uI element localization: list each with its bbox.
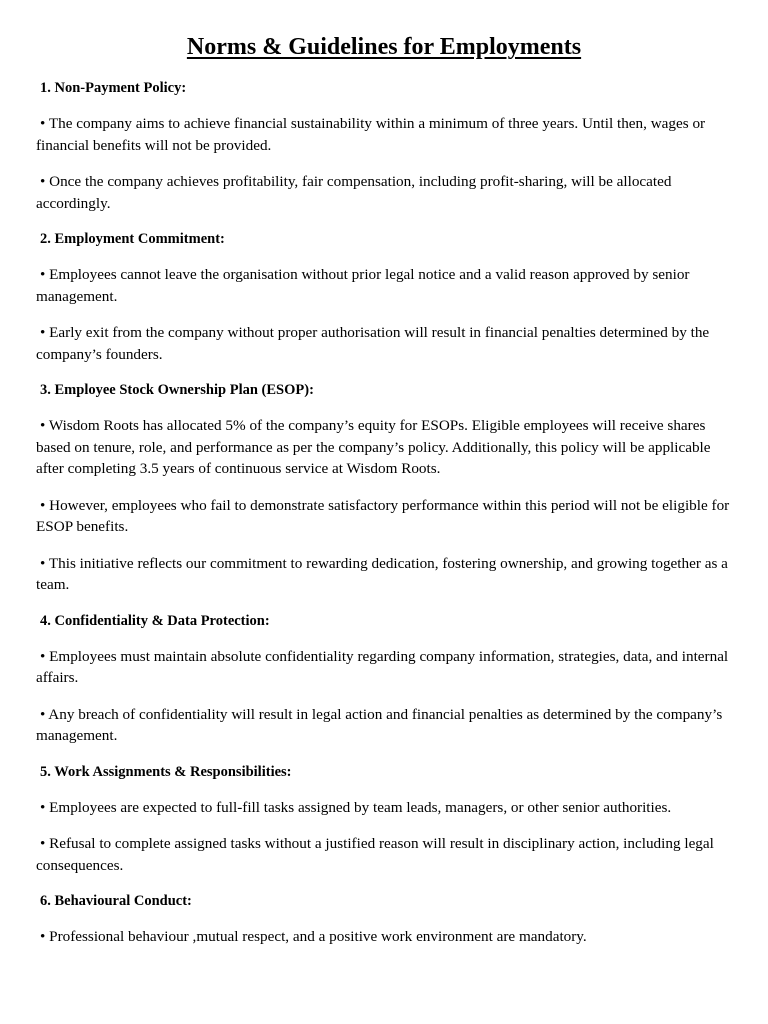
bullet-text: Employees cannot leave the organisation without prior legal notice and a valid reason approved by senior management. xyxy=(36,266,690,305)
section-confidentiality xyxy=(36,611,736,747)
bullet-glyph: • xyxy=(40,173,46,190)
section-heading: 4. Confidentiality & Data Protection: xyxy=(40,612,270,629)
document-title: Norms & Guidelines for Employments xyxy=(186,34,582,60)
bullet-glyph: • xyxy=(40,928,46,945)
bullet-item xyxy=(36,553,736,596)
bullet-item xyxy=(36,704,736,747)
bullet-text: This initiative reflects our commitment to rewarding dedication, fostering ownership, and growing together as a team. xyxy=(36,554,728,593)
bullet-glyph: • xyxy=(40,705,46,723)
bullet-item xyxy=(36,113,736,156)
bullet-glyph: • xyxy=(40,324,46,341)
bullet-text: Employees are expected to full-fill tasks assigned by team leads, managers, or other senior authorities. xyxy=(49,798,672,816)
section-heading: 1. Non-Payment Policy: xyxy=(40,80,187,96)
bullet-item xyxy=(36,833,736,876)
section-employment-commitment xyxy=(36,229,736,365)
bullet-glyph: • xyxy=(40,417,46,434)
bullet-item xyxy=(36,926,736,948)
bullet-item xyxy=(36,415,736,480)
bullet-item xyxy=(36,495,736,538)
bullet-item xyxy=(36,322,736,365)
bullet-text: Once the company achieves profitability, fair compensation, including profit-sharing, will be allocated accordingly. xyxy=(36,173,672,212)
section-heading: 5. Work Assignments & Responsibilities: xyxy=(40,763,292,780)
section-behavioural-conduct xyxy=(36,891,736,948)
bullet-text: Refusal to complete assigned tasks without a justified reason will result in disciplinary action, including legal consequences. xyxy=(36,835,714,874)
bullet-glyph: • xyxy=(40,266,46,283)
section-work-assignments xyxy=(36,762,736,877)
bullet-item xyxy=(36,646,736,689)
bullet-item xyxy=(36,171,736,214)
section-heading: 2. Employment Commitment: xyxy=(40,231,225,247)
bullet-text: Early exit from the company without proper authorisation will result in financial penalties determined by the company’s founders. xyxy=(36,324,710,363)
document-body xyxy=(36,78,736,963)
bullet-glyph: • xyxy=(40,798,46,816)
bullet-text: Professional behaviour ,mutual respect, and a positive work environment are mandatory. xyxy=(49,928,587,945)
bullet-text: Wisdom Roots has allocated 5% of the company’s equity for ESOPs. Eligible employees will receive shares based on tenure, role, and performance as per the company’s policy. Additionally, this policy will be applicable after completing 3.5 years of continuous service at Wisdom Roots. xyxy=(36,417,711,477)
bullet-text: Employees must maintain absolute confidentiality regarding company information, strategies, data, and internal affairs. xyxy=(36,647,729,686)
section-non-payment-policy xyxy=(36,78,736,214)
bullet-glyph: • xyxy=(40,496,46,514)
bullet-text: However, employees who fail to demonstrate satisfactory performance within this period will not be eligible for ESOP benefits. xyxy=(36,496,730,535)
bullet-text: Any breach of confidentiality will result in legal action and financial penalties as determined by the company’s management. xyxy=(36,705,723,744)
section-esop xyxy=(36,380,736,596)
bullet-glyph: • xyxy=(40,554,46,572)
bullet-text: The company aims to achieve financial sustainability within a minimum of three years. Until then, wages or financial benefits will not be provided. xyxy=(36,115,706,154)
bullet-item xyxy=(36,797,736,819)
bullet-item xyxy=(36,264,736,307)
bullet-glyph: • xyxy=(40,835,46,852)
bullet-glyph: • xyxy=(40,647,46,665)
bullet-glyph: • xyxy=(40,115,46,132)
section-heading: 6. Behavioural Conduct: xyxy=(40,893,192,909)
section-heading: 3. Employee Stock Ownership Plan (ESOP): xyxy=(40,382,314,398)
